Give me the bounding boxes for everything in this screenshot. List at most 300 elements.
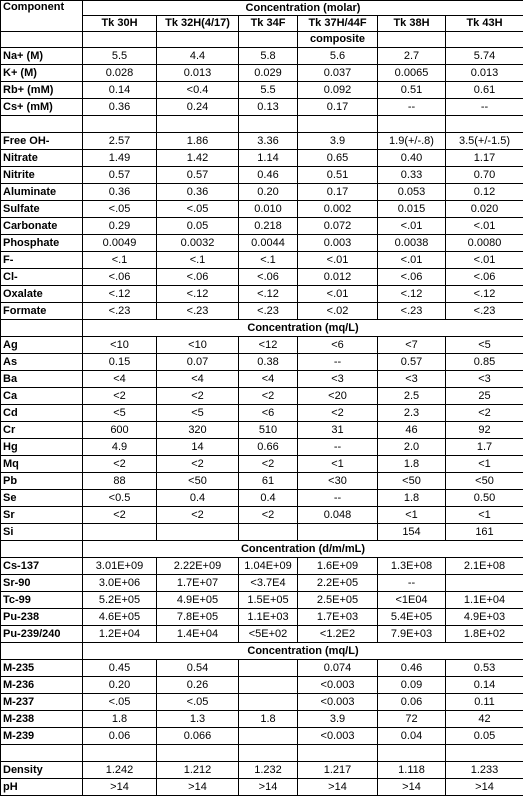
value-cell: <.06 [83,269,157,286]
value-cell: <.23 [157,303,239,320]
value-cell: <.01 [298,252,378,269]
blank-cell [239,32,298,48]
value-cell: 1.2E+04 [83,626,157,643]
table-row [1,609,523,626]
value-cell: <.01 [378,218,446,235]
table-row [1,405,523,422]
row-label: Oxalate [1,286,83,303]
value-cell: 1.3E+08 [378,558,446,575]
value-cell: 0.61 [446,82,523,99]
row-label: Ca [1,388,83,405]
value-cell: 42 [446,711,523,728]
value-cell: 3.9 [298,711,378,728]
value-cell: 1.49 [83,150,157,167]
value-cell: 161 [446,524,523,541]
row-label: M-236 [1,677,83,694]
blank-cell [239,745,298,762]
value-cell: 1.233 [446,762,523,779]
row-label: Nitrate [1,150,83,167]
table-row [1,286,523,303]
blank-cell [378,745,446,762]
value-cell: 4.4 [157,48,239,65]
composite-note: composite [298,32,378,48]
value-cell: 2.22E+09 [157,558,239,575]
row-label: M-237 [1,694,83,711]
row-label: Formate [1,303,83,320]
row-label: Sr [1,507,83,524]
value-cell: <1 [378,507,446,524]
table-row [1,150,523,167]
value-cell: 5.5 [239,82,298,99]
blank-cell [1,116,83,133]
value-cell [157,524,239,541]
value-cell: 2.3 [378,405,446,422]
value-cell: 1.1E+03 [239,609,298,626]
value-cell: 0.04 [378,728,446,745]
value-cell: 1.7 [446,439,523,456]
blank-cell [239,116,298,133]
table-row [1,252,523,269]
column-header: Tk 30H [83,16,157,32]
value-cell: 0.09 [378,677,446,694]
table-row [1,184,523,201]
value-cell: 0.33 [378,167,446,184]
row-label: Mq [1,456,83,473]
value-cell: 0.092 [298,82,378,99]
value-cell: <.06 [446,269,523,286]
value-cell [298,524,378,541]
value-cell: 1.212 [157,762,239,779]
table-row [1,575,523,592]
header-row-3 [1,32,523,48]
value-cell: 1.14 [239,150,298,167]
value-cell: <.12 [83,286,157,303]
section-title: Concentration (mq/L) [83,320,523,337]
value-cell: 1.7E+03 [298,609,378,626]
value-cell: <10 [157,337,239,354]
value-cell: >14 [239,779,298,796]
value-cell [239,694,298,711]
value-cell: -- [378,99,446,116]
value-cell: <.01 [446,218,523,235]
value-cell: 0.06 [378,694,446,711]
value-cell: <.1 [157,252,239,269]
value-cell: 0.11 [446,694,523,711]
value-cell: <2 [157,456,239,473]
value-cell: 0.048 [298,507,378,524]
table-row [1,694,523,711]
table-row [1,762,523,779]
row-label: Cs+ (mM) [1,99,83,116]
value-cell: 0.053 [378,184,446,201]
blank-cell [1,320,83,337]
main-title: Concentration (molar) [83,1,523,16]
blank-cell [446,32,523,48]
value-cell: 46 [378,422,446,439]
value-cell: <.05 [83,694,157,711]
value-cell: -- [298,439,378,456]
value-cell: -- [378,575,446,592]
value-cell: 0.50 [446,490,523,507]
value-cell: 3.0E+06 [83,575,157,592]
value-cell: 1.9(+/-.8) [378,133,446,150]
value-cell: <.12 [239,286,298,303]
value-cell: <4 [239,371,298,388]
value-cell: <2 [83,456,157,473]
value-cell: <2 [83,388,157,405]
blank-cell [83,116,157,133]
value-cell: >14 [378,779,446,796]
row-label: Pu-238 [1,609,83,626]
blank-cell [298,745,378,762]
value-cell: <1 [446,507,523,524]
value-cell: <3.7E4 [239,575,298,592]
table-row [1,371,523,388]
value-cell: >14 [298,779,378,796]
value-cell: 0.17 [298,99,378,116]
value-cell: <2 [157,507,239,524]
value-cell: <.12 [157,286,239,303]
value-cell: 0.05 [446,728,523,745]
value-cell: 0.24 [157,99,239,116]
value-cell: <4 [157,371,239,388]
value-cell: 0.66 [239,439,298,456]
row-label: Sr-90 [1,575,83,592]
value-cell: 1.8E+02 [446,626,523,643]
section-title: Concentration (mq/L) [83,643,523,660]
value-cell [239,524,298,541]
blank-cell [1,541,83,558]
value-cell: <7 [378,337,446,354]
row-label: M-238 [1,711,83,728]
value-cell: 510 [239,422,298,439]
value-cell: 0.51 [378,82,446,99]
table-row [1,711,523,728]
value-cell [239,728,298,745]
row-label: Cr [1,422,83,439]
value-cell: 0.0080 [446,235,523,252]
value-cell: 0.003 [298,235,378,252]
value-cell: 0.066 [157,728,239,745]
value-cell: 3.01E+09 [83,558,157,575]
value-cell: <5 [83,405,157,422]
value-cell: 1.5E+05 [239,592,298,609]
row-label: M-235 [1,660,83,677]
row-label: Se [1,490,83,507]
blank-cell [1,643,83,660]
value-cell: 0.45 [83,660,157,677]
row-label: Sulfate [1,201,83,218]
section-row [1,643,523,660]
value-cell: <2 [83,507,157,524]
value-cell: 0.53 [446,660,523,677]
value-cell: 0.0044 [239,235,298,252]
value-cell: 5.4E+05 [378,609,446,626]
value-cell: 0.028 [83,65,157,82]
value-cell: 0.0065 [378,65,446,82]
value-cell: 0.57 [378,354,446,371]
row-label: Density [1,762,83,779]
value-cell: <0.003 [298,728,378,745]
value-cell [239,677,298,694]
value-cell: 2.5 [378,388,446,405]
value-cell: 1.8 [378,456,446,473]
value-cell: -- [446,99,523,116]
value-cell: 1.8 [378,490,446,507]
value-cell: 0.020 [446,201,523,218]
blank-cell [378,32,446,48]
value-cell: 0.57 [157,167,239,184]
row-label: Si [1,524,83,541]
value-cell: 0.4 [239,490,298,507]
value-cell: 14 [157,439,239,456]
value-cell: <2 [298,405,378,422]
value-cell: 1.3 [157,711,239,728]
value-cell: 0.36 [157,184,239,201]
value-cell: 0.002 [298,201,378,218]
value-cell: <.23 [83,303,157,320]
value-cell: 0.54 [157,660,239,677]
value-cell: 0.06 [83,728,157,745]
value-cell: 5.74 [446,48,523,65]
value-cell: 2.5E+05 [298,592,378,609]
value-cell: <5 [446,337,523,354]
value-cell: <2 [239,507,298,524]
value-cell: <.23 [446,303,523,320]
value-cell: <3 [298,371,378,388]
value-cell: <.1 [83,252,157,269]
value-cell: <.23 [378,303,446,320]
row-label: M-239 [1,728,83,745]
value-cell: 0.65 [298,150,378,167]
value-cell: 0.074 [298,660,378,677]
table-row [1,524,523,541]
value-cell: 31 [298,422,378,439]
value-cell: <.02 [298,303,378,320]
value-cell: 4.9E+03 [446,609,523,626]
value-cell: 0.51 [298,167,378,184]
value-cell: 2.1E+08 [446,558,523,575]
value-cell: <50 [378,473,446,490]
value-cell: <10 [83,337,157,354]
value-cell: <.12 [378,286,446,303]
row-label: Pu-239/240 [1,626,83,643]
value-cell: 0.36 [83,184,157,201]
value-cell: <0.4 [157,82,239,99]
value-cell: 0.4 [157,490,239,507]
row-label: Free OH- [1,133,83,150]
value-cell: <1E04 [378,592,446,609]
value-cell: 0.029 [239,65,298,82]
row-label: Ag [1,337,83,354]
table-row [1,779,523,796]
table-row [1,65,523,82]
value-cell: 1.232 [239,762,298,779]
value-cell: >14 [446,779,523,796]
blank-cell [1,745,83,762]
value-cell: 0.14 [446,677,523,694]
value-cell: 0.0049 [83,235,157,252]
column-header: Tk 32H(4/17) [157,16,239,32]
blank-cell [298,116,378,133]
column-header: Tk 43H [446,16,523,32]
value-cell: 1.118 [378,762,446,779]
table-row [1,235,523,252]
value-cell: 5.8 [239,48,298,65]
value-cell: <3 [446,371,523,388]
blank-row [1,745,523,762]
value-cell: 0.013 [157,65,239,82]
value-cell: <1 [446,456,523,473]
blank-cell [446,745,523,762]
value-cell: <50 [157,473,239,490]
value-cell: 0.38 [239,354,298,371]
value-cell: 0.57 [83,167,157,184]
value-cell: <0.003 [298,677,378,694]
value-cell: 0.13 [239,99,298,116]
value-cell: <.1 [239,252,298,269]
value-cell: 3.9 [298,133,378,150]
value-cell: 0.40 [378,150,446,167]
value-cell: 1.1E+04 [446,592,523,609]
table-row [1,354,523,371]
row-label: Carbonate [1,218,83,235]
row-label: Pb [1,473,83,490]
value-cell: 0.12 [446,184,523,201]
blank-cell [1,32,83,48]
value-cell: 1.6E+09 [298,558,378,575]
value-cell: 0.010 [239,201,298,218]
value-cell: 7.9E+03 [378,626,446,643]
value-cell: <3 [378,371,446,388]
value-cell: 0.012 [298,269,378,286]
value-cell: 2.0 [378,439,446,456]
value-cell: 0.015 [378,201,446,218]
value-cell: <.01 [378,252,446,269]
value-cell: <2 [446,405,523,422]
value-cell: 0.46 [378,660,446,677]
value-cell: 0.17 [298,184,378,201]
table-row [1,660,523,677]
row-label: Aluminate [1,184,83,201]
value-cell: 0.70 [446,167,523,184]
blank-cell [446,116,523,133]
value-cell [446,575,523,592]
value-cell: <2 [239,388,298,405]
table-row [1,218,523,235]
table-row [1,558,523,575]
value-cell: 72 [378,711,446,728]
value-cell: 0.26 [157,677,239,694]
value-cell: 4.6E+05 [83,609,157,626]
value-cell: <2 [239,456,298,473]
value-cell: 0.07 [157,354,239,371]
value-cell: <5E+02 [239,626,298,643]
value-cell: 1.04E+09 [239,558,298,575]
value-cell: 0.218 [239,218,298,235]
table-row [1,677,523,694]
value-cell: 2.2E+05 [298,575,378,592]
blank-cell [83,32,157,48]
row-label: Hg [1,439,83,456]
table-row [1,490,523,507]
column-header: Tk 38H [378,16,446,32]
value-cell: <30 [298,473,378,490]
value-cell: 0.013 [446,65,523,82]
table-row [1,167,523,184]
value-cell: <.05 [83,201,157,218]
blank-cell [378,116,446,133]
value-cell: 2.57 [83,133,157,150]
value-cell: 0.0038 [378,235,446,252]
component-header: Component [1,1,83,32]
value-cell: 0.072 [298,218,378,235]
value-cell: 5.2E+05 [83,592,157,609]
value-cell: -- [298,490,378,507]
value-cell: <.01 [446,252,523,269]
blank-cell [157,745,239,762]
value-cell: 0.46 [239,167,298,184]
value-cell: <.05 [157,201,239,218]
table-row [1,133,523,150]
value-cell: <6 [298,337,378,354]
row-label: K+ (M) [1,65,83,82]
table-row [1,337,523,354]
table-row [1,507,523,524]
table-row [1,422,523,439]
value-cell: <0.5 [83,490,157,507]
row-label: Na+ (M) [1,48,83,65]
value-cell: <.01 [298,286,378,303]
value-cell: 1.8 [83,711,157,728]
value-cell: 3.36 [239,133,298,150]
row-label: Rb+ (mM) [1,82,83,99]
value-cell: 1.8 [239,711,298,728]
value-cell: 0.36 [83,99,157,116]
value-cell: <.06 [239,269,298,286]
value-cell: 4.9 [83,439,157,456]
value-cell: <1.2E2 [298,626,378,643]
value-cell: <6 [239,405,298,422]
value-cell: <50 [446,473,523,490]
value-cell: <5 [157,405,239,422]
value-cell: <.05 [157,694,239,711]
value-cell: >14 [157,779,239,796]
table-row [1,303,523,320]
value-cell: 0.15 [83,354,157,371]
value-cell: 7.8E+05 [157,609,239,626]
value-cell: 1.42 [157,150,239,167]
blank-row [1,116,523,133]
table-row [1,439,523,456]
value-cell: 1.86 [157,133,239,150]
value-cell: 25 [446,388,523,405]
value-cell: <12 [239,337,298,354]
value-cell: 0.0032 [157,235,239,252]
table-row [1,99,523,116]
section-title: Concentration (d/m/mL) [83,541,523,558]
table-row [1,48,523,65]
row-label: Phosphate [1,235,83,252]
column-header: Tk 37H/44F [298,16,378,32]
value-cell [83,524,157,541]
value-cell: <.06 [378,269,446,286]
value-cell: -- [298,354,378,371]
value-cell: 1.7E+07 [157,575,239,592]
value-cell: <2 [157,388,239,405]
table-row [1,269,523,286]
value-cell [239,660,298,677]
